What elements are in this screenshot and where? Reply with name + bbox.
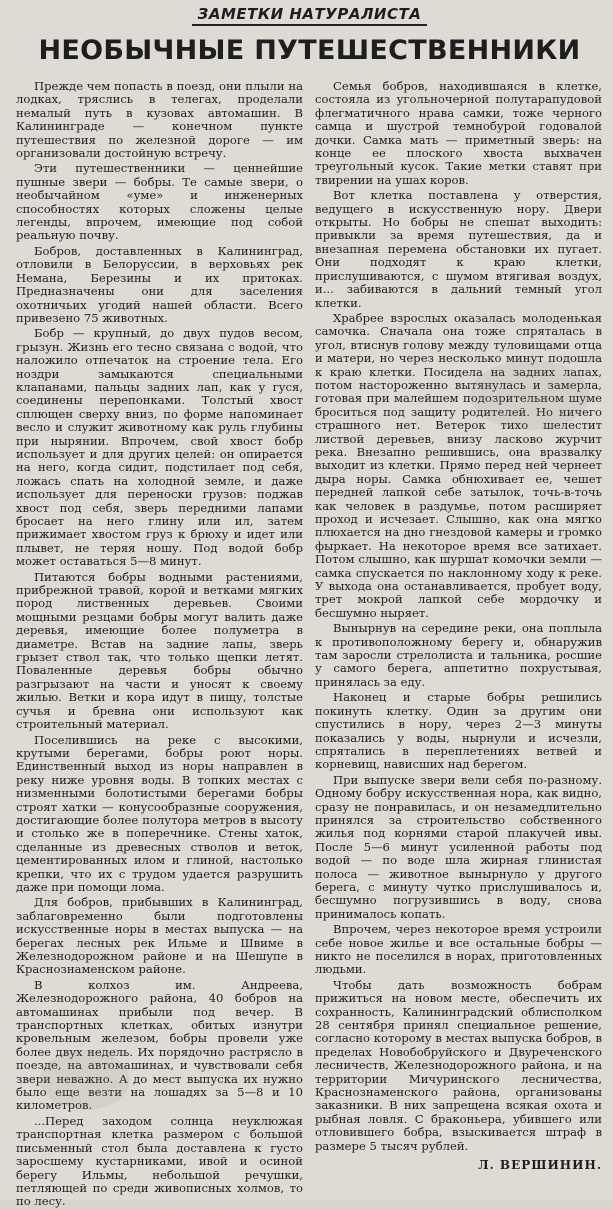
right-column (315, 76, 602, 1188)
author-signature: Л. ВЕРШИНИН. (477, 1158, 602, 1173)
paragraph: Питаются бобры водными растениями, прибрежной травой, корой и ветками мягких пород лиственных деревьев. Своими мощными резцами бобры могут валить даже деревья, имеющие более полуметра в диаметре. Встав на задние лапы, зверь грызет ствол так, что только щепки летят. Поваленные деревья бобры обычно разгрызают на части и уносят к своему жилью. Ветки и кора идут в пищу, толстые сучья и бревна они используют как строительный материал. (16, 569, 303, 732)
paragraph: Наконец и старые бобры решились покинуть клетку. Один за другим они спустились в нору, через 2—3 минуты показались у воды, нырнули и исчезли, спрятались в переплетениях ветвей и корневищ, нависших над берегом. (315, 690, 602, 772)
paragraph: Бобров, доставленных в Калининград, отловили в Белоруссии, в верховьях рек Немана, Березины и их притоках. Предназначены они для заселения охотничьих угодий нашей области. Всего привезено 75 животных. (16, 243, 303, 325)
paragraph: Эти путешественники — ценнейшие пушные звери — бобры. Те самые звери, о необычайном «уме» и инженерных способностях которых сложены целые легенды, впрочем, имеющие под собой реальную почву. (16, 161, 303, 243)
left-column (16, 76, 303, 1209)
paragraph: Бобр — крупный, до двух пудов весом, грызун. Жизнь его тесно связана с водой, что наложило отпечаток на строение тела. Его ноздри замыкаются специальными клапанами, пальцы задних лап, как у гуся, соединены перепонками. Толстый хвост сплющен сверху вниз, по форме напоминает весло и служит животному как руль глубины при нырянии. Впрочем, свой хвост бобр использует и для других целей: он опирается на него, когда сидит, подстилает под себя, ложась спать на холодной земле, и даже использует для переноски грузов: поджав хвост под себя, зверь передними лапами бросает на него глину или ил, затем прижимает хвостом груз к брюху и идет или плывет, не теряя ношу. Под водой бобр может оставаться 5—8 минут. (16, 326, 303, 569)
paragraph: Впрочем, через некоторое время устроили себе новое жилье и все остальные бобры — никто не поселился в норах, приготовленных людьми. (315, 922, 602, 977)
paragraph: Храбрее взрослых оказалась молоденькая самочка. Сначала она тоже спряталась в угол, втиснув голову между туловищами отца и матери, но через несколько минут подошла к краю клетки. Посидела на задних лапах, потом настороженно вытянулась и замерла, готовая при малейшем подозрительном шуме броситься под защиту родителей. Но ничего страшного нет. Ветерок тихо шелестит листвой деревьев, внизу ласково журчит река. Внезапно решившись, она вразвалку выходит из клетки. Прямо перед ней чернеет дыра норы. Самка обнюхивает ее, чешет передней лапкой себе затылок, точь-в-точь как человек в раздумье, потом расширяет проход и исчезает. Слышно, как она мягко плюхается на дно гнездовой камеры и громко фыркает. На некоторое время все затихает. Потом слышно, как шуршат комочки земли — самка спускается по наклонному ходу к реке. У выхода она останавливается, пробует воду, трет мокрой лапкой себе мордочку и бесшумно ныряет. (315, 310, 602, 620)
paragraph: Поселившись на реке с высокими, крутыми берегами, бобры роют норы. Единственный выход из норы направлен в реку ниже уровня воды. В топких местах с низменными болотистыми берегами бобры строят хатки — конусообразные сооружения, достигающие более полутора метров в высоту и столько же в поперечнике. Стены хаток, сделанные из древесных стволов и веток, цементированных илом и глиной, настолько крепки, что их с трудом удается разрушить даже при помощи лома. (16, 732, 303, 894)
rubric-header (16, 4, 603, 30)
article-headline: НЕОБЫЧНЫЕ ПУТЕШЕСТВЕННИКИ (38, 35, 581, 66)
paragraph: Прежде чем попасть в поезд, они плыли на лодках, тряслись в телегах, проделали немалый путь в кузовах автомашин. В Калининграде — конечном пункте путешествия по железной дороге — им организовали достойную встречу. (16, 79, 303, 161)
paragraph: При выпуске звери вели себя по-разному. Одному бобру искусственная нора, как видно, сразу не понравилась, и он незамедлительно принялся за строительство собственного жилья под корнями старой плакучей ивы. После 5—6 минут усиленной работы под водой — по воде шла жирная глинистая полоса — животное вынырнуло у другого берега, с минуту чутко прислушивалось и, бесшумно погрузившись в воду, снова принималось копать. (315, 772, 602, 921)
paragraph: Чтобы дать возможность бобрам прижиться на новом месте, обеспечить их сохранность, Калининградский облисполком 28 сентября принял специальное решение, согласно которому в местах выпуска бобров, в пределах Новобобруйского и Двуреченского лесничеств, Железнодорожного района, и на территории Мичуринского лесничества, Краснознаменского района, организованы заказники. В них запрещена всякая охота и рыбная ловля. С браконьера, убившего или отловившего бобра, взыскивается штраф в размере 5 тысяч рублей. (315, 977, 602, 1153)
rubric-title: ЗАМЕТКИ НАТУРАЛИСТА (192, 5, 428, 26)
paper-stain (470, 360, 590, 430)
paragraph: Вот клетка поставлена у отверстия, ведущего в искусственную нору. Двери открыты. Но бобры не спешат выходить: привыкли за время путешествия, да и внезапная перемена обстановки их пугает. Они подходят к краю клетки, прислушиваются, с шумом втягивая воздух, и... забиваются в дальний темный угол клетки. (315, 188, 602, 310)
paragraph: Для бобров, прибывших в Калининград, заблаговременно были подготовлены искусственные норы в местах выпуска — на берегах лесных рек Ильме и Швиме в Железнодорожном районе и на Шешупе в Краснознаменском районе. (16, 895, 303, 977)
paper-stain (40, 1050, 130, 1110)
article-body (16, 76, 603, 1209)
paragraph: В колхоз им. Андреева, Железнодорожного района, 40 бобров на автомашинах прибыли под вечер. В транспортных клетках, обитых изнутри кровельным железом, бобры провели уже более двух недель. Их порядочно растрясло в поезде, на автомашинах, и чувствовали себя звери неважно. А до мест выпуска их нужно было еще везти на лошадях за 5—8 и 10 километров. (16, 977, 303, 1113)
paragraph: ...Перед заходом солнца неуклюжая транспортная клетка размером с большой письменный стол была доставлена к густо заросшему кустарниками, ивой и осиной берегу Ильмы, небольшой речушки, петляющей по среди живописных холмов, то по лесу. (16, 1113, 303, 1209)
paragraph: Семья бобров, находившаяся в клетке, состояла из угольночерной полутарапудовой флегматичного нрава самки, тоже черного самца и шустрой темнобурой годовалой дочки. Самка мать — приметный зверь: на конце ее плоского хвоста выхвачен треугольный кусок. Такие метки ставят при твирении на ушах коров. (315, 79, 602, 187)
paragraph: Вынырнув на середине реки, она поплыла к противоположному берегу и, обнаружив там заросли стрелолиста и тальника, росшие у самого берега, аппетитно похрустывая, принялась за еду. (315, 621, 602, 689)
